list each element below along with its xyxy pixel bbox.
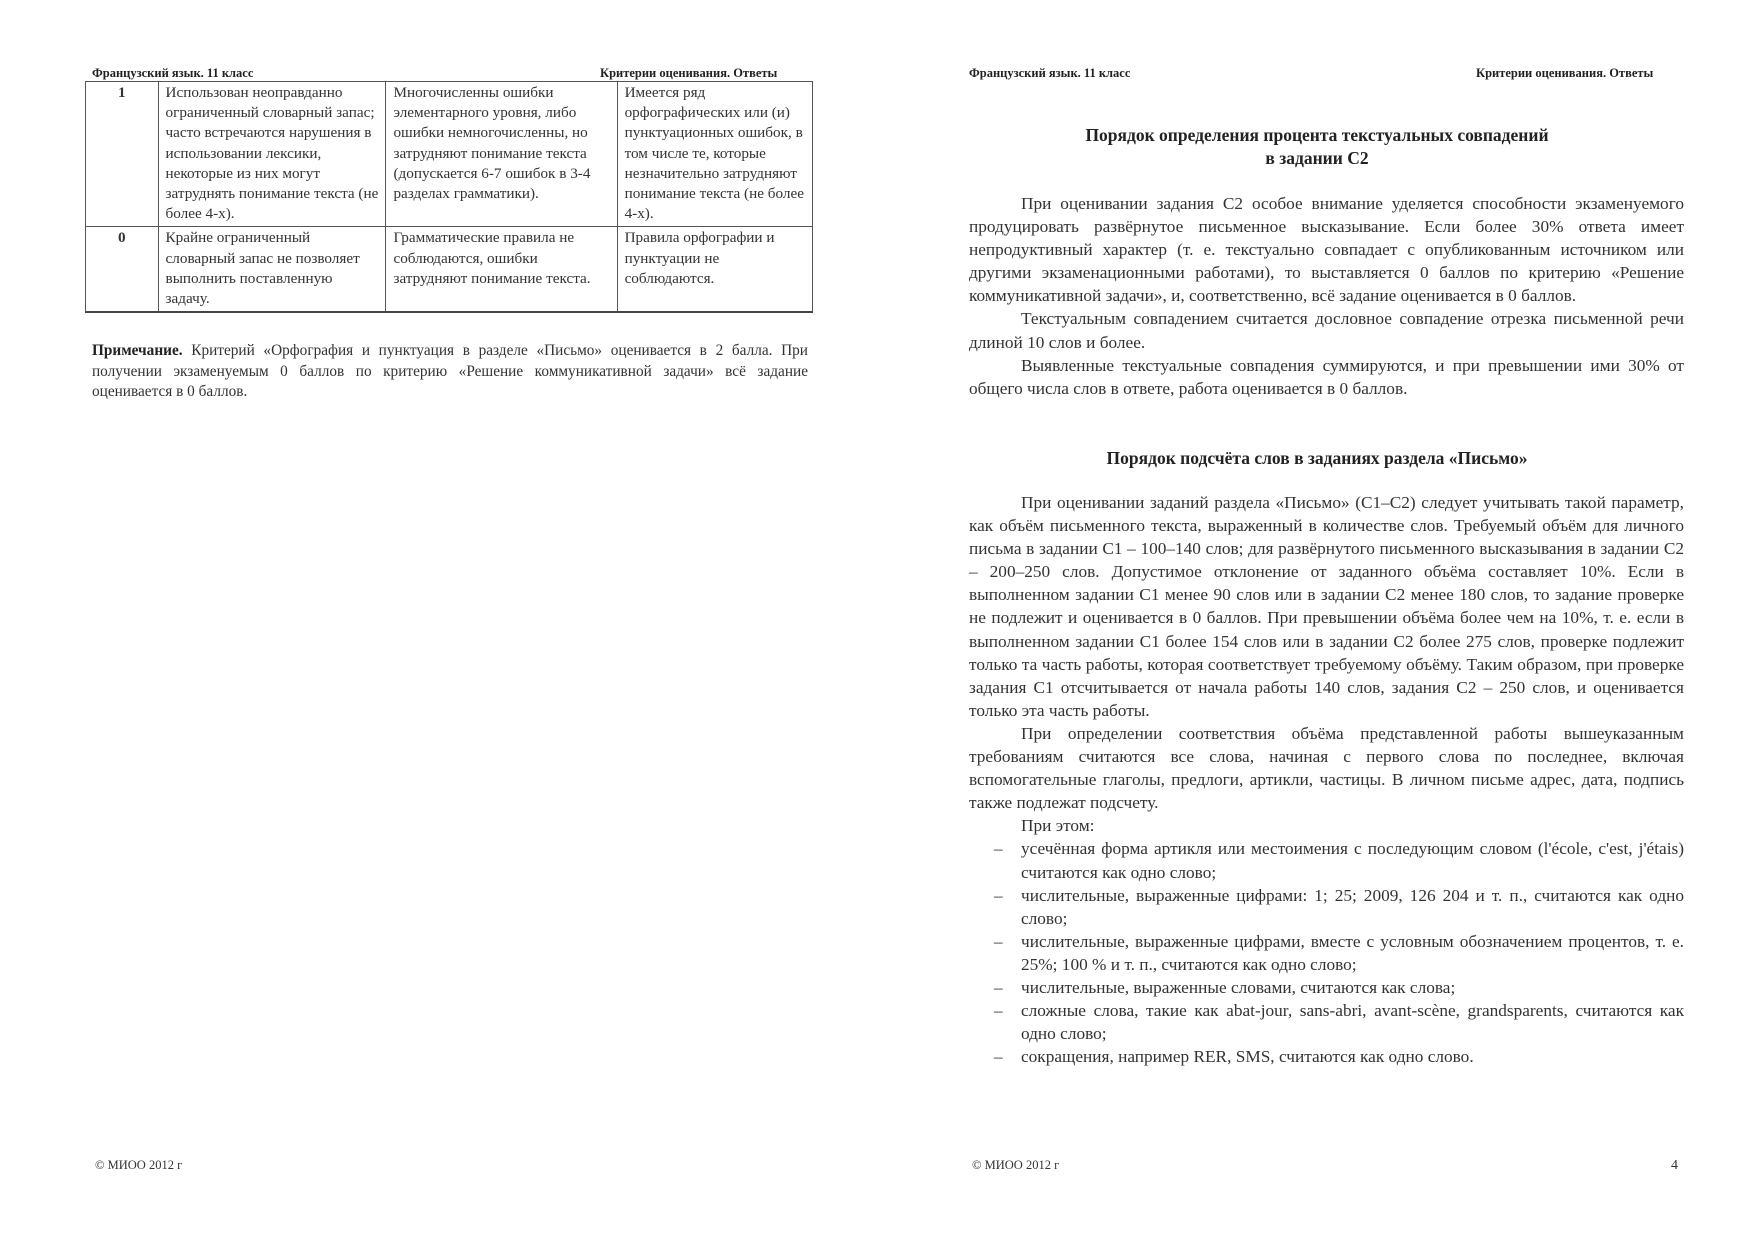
rules-list bbox=[969, 837, 1684, 1068]
list-item: – сокращения, например RER, SMS, считаются как одно слово. bbox=[969, 1045, 1684, 1068]
section-title-word-count: Порядок подсчёта слов в заданиях раздела «Письмо» bbox=[1106, 448, 1528, 468]
vocabulary-cell: Использован неоправданно ограниченный словарный запас; часто встречаются нарушения в использовании лексики, некоторые из них могут затруднять понимание текста (не более 4-х). bbox=[158, 82, 386, 227]
header-section: Критерии оценивания. Ответы bbox=[1476, 66, 1654, 80]
header-subject: Французский язык. 11 класс bbox=[969, 66, 1131, 80]
list-item: – усечённая форма артикля или местоимения с последующим словом (l'école, c'est, j'étais) считаются как одно слово; bbox=[994, 839, 1684, 882]
list-item: – числительные, выраженные цифрами: 1; 25; 2009, 126 204 и т. п., считаются как одно слово; bbox=[994, 885, 1684, 928]
table-row bbox=[86, 227, 813, 312]
note-paragraph bbox=[92, 341, 808, 403]
score-cell: 1 bbox=[86, 82, 159, 227]
table-row bbox=[86, 82, 813, 227]
paragraph: При этом: bbox=[1021, 816, 1095, 836]
paragraph: При оценивании задания С2 особое внимание уделяется способности экзаменуемого продуцировать развёрнутое письменное высказывание. Если более 30% ответа имеет непродуктивный характер (т. е. текстуально совпадает с опубликованным источником или другими экзаменационными работами), то выставляется 0 баллов по критерию «Решение коммуникативной задачи», и, соответственно, всё задание оценивается в 0 баллов. bbox=[969, 194, 1684, 306]
section-body-coincidences bbox=[969, 192, 1684, 400]
list-item: – сложные слова, такие как abat-jour, sans-abri, avant-scène, grandsparents, считаются как одно слово; bbox=[994, 1001, 1684, 1044]
footer-copyright: © МИОО 2012 г bbox=[972, 1158, 1060, 1172]
dash-bullet: – bbox=[994, 885, 1003, 905]
paragraph: При определении соответствия объёма представленной работы вышеуказанным требованиям считаются все слова, начиная с первого слова по последнее, включая вспомогательные глаголы, предлоги, артикли, частицы. В личном письме адрес, дата, подпись также подлежат подсчету. bbox=[969, 723, 1684, 813]
grammar-cell: Грамматические правила не соблюдаются, ошибки затрудняют понимание текста. bbox=[386, 227, 617, 312]
grammar-cell: Многочисленны ошибки элементарного уровня, либо ошибки немногочисленны, но затрудняют понимание текста (допускается 6-7 ошибок в 3-4 разделах грамматики). bbox=[386, 82, 617, 227]
footer-copyright: © МИОО 2012 г bbox=[95, 1158, 183, 1172]
spelling-cell: Правила орфографии и пунктуации не соблюдаются. bbox=[617, 227, 812, 312]
vocabulary-cell: Крайне ограниченный словарный запас не позволяет выполнить поставленную задачу. bbox=[158, 227, 386, 312]
dash-bullet: – bbox=[994, 931, 1003, 951]
dash-bullet: – bbox=[994, 977, 1003, 997]
note-label: Примечание. bbox=[92, 342, 183, 359]
dash-bullet: – bbox=[994, 1001, 1003, 1021]
list-item: – числительные, выраженные цифрами, вместе с условным обозначением процентов, т. е. 25%; 100 % и т. п., считаются как одно слово; bbox=[994, 931, 1684, 974]
paragraph: Выявленные текстуальные совпадения суммируются, и при превышении ими 30% от общего числа слов в ответе, работа оценивается в 0 баллов. bbox=[969, 355, 1684, 398]
paragraph: Текстуальным совпадением считается дословное совпадение отрезка письменной речи длиной 10 слов и более. bbox=[969, 309, 1684, 352]
spelling-cell: Имеется ряд орфографических или (и) пунктуационных ошибок, в том числе те, которые незначительно затрудняют понимание текста (не более 4-х). bbox=[617, 82, 812, 227]
section-title-line: в задании С2 bbox=[1265, 148, 1369, 168]
criteria-table bbox=[85, 81, 813, 313]
header-section: Критерии оценивания. Ответы bbox=[600, 66, 778, 80]
note-text: Критерий «Орфография и пунктуация в разделе «Письмо» оценивается в 2 балла. При получении экзаменуемым 0 баллов по критерию «Решение коммуникативной задачи» всё задание оценивается в 0 баллов. bbox=[92, 342, 808, 400]
page-number: 4 bbox=[1671, 1158, 1678, 1173]
score-cell: 0 bbox=[86, 227, 159, 312]
dash-bullet: – bbox=[994, 839, 1003, 859]
right-page bbox=[877, 0, 1754, 1239]
header-subject: Французский язык. 11 класс bbox=[92, 66, 254, 80]
section-title-line: Порядок определения процента текстуальных совпадений bbox=[1085, 125, 1549, 145]
section-title-coincidences bbox=[967, 124, 1667, 170]
dash-bullet: – bbox=[994, 1047, 1003, 1067]
list-item: – числительные, выраженные словами, считаются как слова; bbox=[969, 976, 1684, 999]
paragraph: При оценивании заданий раздела «Письмо» (С1–С2) следует учитывать такой параметр, как объём письменного текста, выраженный в количестве слов. Требуемый объём для личного письма в задании С1 – 100–140 слов; для развёрнутого письменного высказывания в задании С2 – 200–250 слов. Допустимое отклонение от заданного объёма составляет 10%. Если в выполненном задании С1 менее 90 слов или в задании С2 менее 180 слов, то задание проверке не подлежит и оценивается в 0 баллов. При превышении объёма более чем на 10%, т. е. если в выполненном задании С1 более 154 слов или в задании С2 более 275 слов, проверке подлежит только та часть работы, которая соответствует требуемому объёму. Таким образом, при проверке задания С1 отсчитывается от начала работы 140 слов, задания С2 – 250 слов, и оценивается только эта часть работы. bbox=[969, 493, 1684, 720]
section-body-word-count bbox=[969, 491, 1684, 1068]
